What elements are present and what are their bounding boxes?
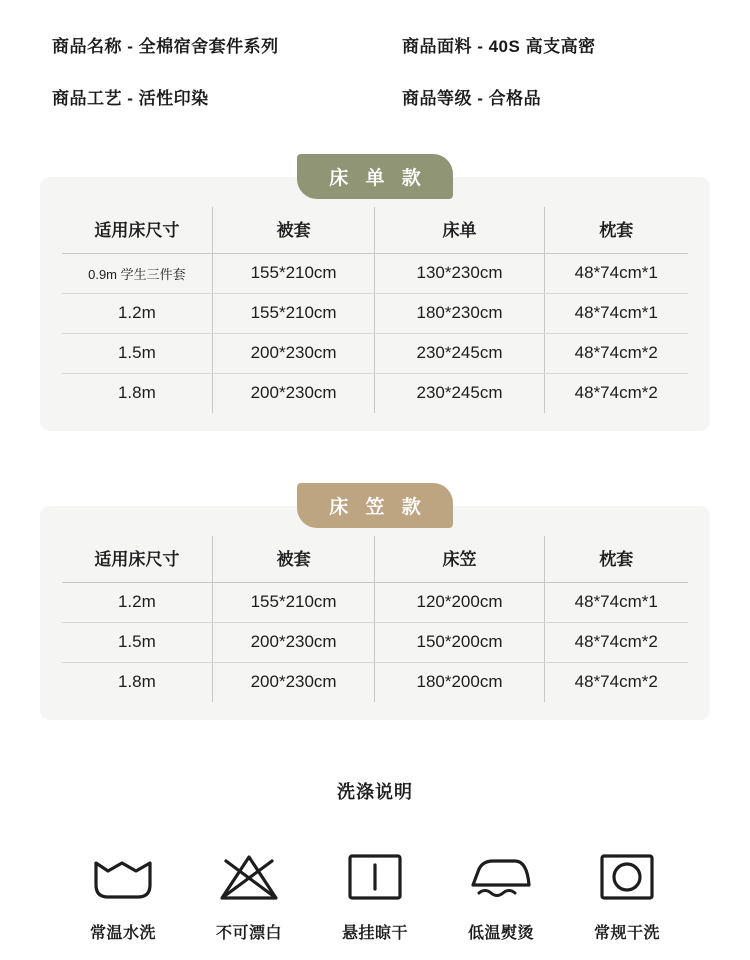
- cell-pillow: 48*74cm*1: [544, 254, 688, 294]
- header-cell: 床单: [375, 207, 544, 254]
- cell-sheet: 150*200cm: [375, 623, 544, 663]
- size-table-bed-sheet: [40, 177, 710, 431]
- table-row: [62, 294, 688, 334]
- wash-tub-icon: [78, 848, 168, 906]
- cell-quilt: 200*230cm: [212, 334, 375, 374]
- table: [62, 536, 688, 702]
- cell-size: 1.5m: [62, 334, 212, 374]
- header-cell: 枕套: [544, 207, 688, 254]
- table-header-row: [62, 536, 688, 583]
- table-row: [62, 623, 688, 663]
- size-table-fitted-sheet: [40, 506, 710, 720]
- wash-care-label: 常温水洗: [89, 925, 156, 942]
- cell-quilt: 155*210cm: [212, 294, 375, 334]
- header-cell: 被套: [212, 207, 375, 254]
- wash-care-item: [78, 848, 168, 943]
- cell-size: 1.2m: [62, 583, 212, 623]
- cell-sheet: 180*230cm: [375, 294, 544, 334]
- wash-care-title: 洗涤说明: [337, 782, 413, 802]
- wash-care-label: 不可漂白: [215, 925, 282, 942]
- table-row: [62, 334, 688, 374]
- spec-product-name: 商品名称 - 全棉宿舍套件系列: [52, 36, 279, 56]
- cell-sheet: 130*230cm: [375, 254, 544, 294]
- table: [62, 207, 688, 413]
- spec-craft: 商品工艺 - 活性印染: [52, 88, 209, 108]
- section-fitted-sheet: [0, 483, 750, 720]
- table-row: [62, 254, 688, 294]
- product-spec-block: [0, 0, 750, 122]
- cell-sheet: 230*245cm: [375, 374, 544, 414]
- cell-quilt: 155*210cm: [212, 583, 375, 623]
- cell-size: 1.8m: [117, 383, 156, 402]
- cell-sheet: 120*200cm: [375, 583, 544, 623]
- wash-care-label: 低温熨烫: [467, 925, 534, 942]
- cell-quilt: 155*210cm: [212, 254, 375, 294]
- cell-pillow: 48*74cm*1: [544, 583, 688, 623]
- cell-sheet: 230*245cm: [375, 334, 544, 374]
- header-cell: 被套: [212, 536, 375, 583]
- banner-wrap-fitted-sheet: [0, 483, 750, 528]
- table-header-row: [62, 207, 688, 254]
- header-cell: 适用床尺寸: [62, 536, 212, 583]
- wash-care-item: [330, 848, 420, 943]
- table-row: [62, 583, 688, 623]
- cell-pillow: 48*74cm*2: [544, 374, 688, 414]
- spec-row: [0, 18, 750, 70]
- table-row: [62, 374, 688, 414]
- cell-sheet: 180*200cm: [375, 663, 544, 703]
- cell-pillow: 48*74cm*2: [544, 663, 688, 703]
- header-cell: 枕套: [544, 536, 688, 583]
- header-cell: 床笠: [375, 536, 544, 583]
- spec-grade: 商品等级 - 合格品: [402, 88, 542, 108]
- wash-care-icon-row: [0, 848, 750, 943]
- wash-care-label: 悬挂晾干: [341, 925, 408, 942]
- spec-row: [0, 70, 750, 122]
- cell-pillow: 48*74cm*2: [544, 623, 688, 663]
- section-banner-bed-sheet: 床 单 款: [297, 154, 453, 199]
- section-bed-sheet: [0, 154, 750, 431]
- table-row: [62, 663, 688, 703]
- cell-pillow: 48*74cm*2: [544, 334, 688, 374]
- cell-pillow: 48*74cm*1: [544, 294, 688, 334]
- cell-quilt: 200*230cm: [212, 663, 375, 703]
- banner-wrap-bed-sheet: [0, 154, 750, 199]
- header-cell: 适用床尺寸: [62, 207, 212, 254]
- no-bleach-triangle-icon: [204, 848, 294, 906]
- cell-size: 1.5m: [62, 623, 212, 663]
- spec-fabric: 商品面料 - 40S 高支高密: [402, 36, 596, 56]
- line-dry-hang-icon: [330, 848, 420, 906]
- wash-care-label: 常规干洗: [593, 925, 660, 942]
- wash-care-item: [456, 848, 546, 943]
- cell-quilt: 200*230cm: [212, 374, 375, 414]
- cell-quilt: 200*230cm: [212, 623, 375, 663]
- low-heat-iron-icon: [456, 848, 546, 906]
- section-banner-fitted-sheet: 床 笠 款: [297, 483, 453, 528]
- cell-size: 1.2m: [62, 294, 212, 334]
- cell-size: 0.9m 学生三件套: [62, 254, 212, 294]
- wash-care-item: [582, 848, 672, 943]
- dry-clean-circle-icon: [582, 848, 672, 906]
- cell-size: 1.8m: [117, 672, 156, 691]
- wash-care-item: [204, 848, 294, 943]
